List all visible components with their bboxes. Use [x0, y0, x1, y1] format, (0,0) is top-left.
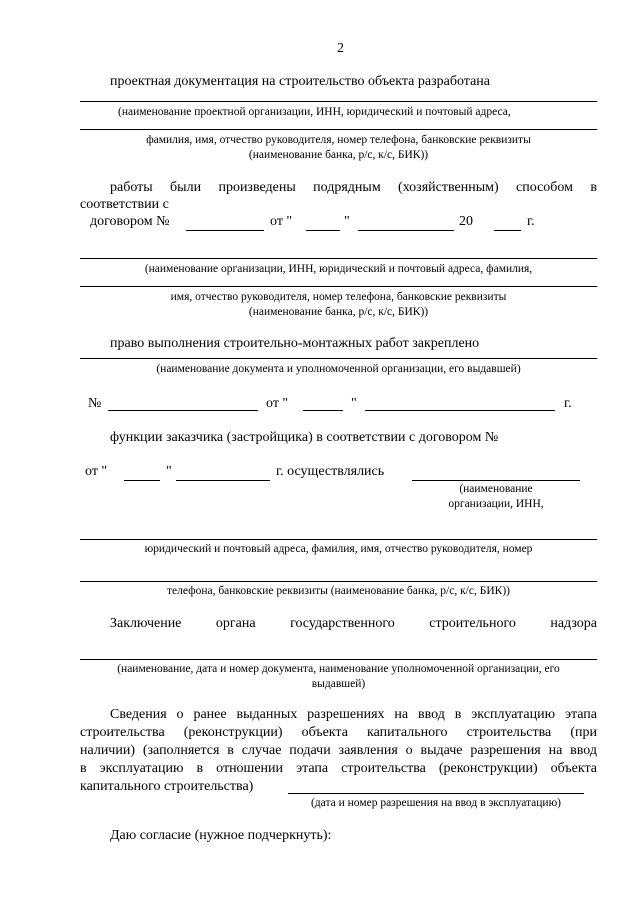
project-org-note-3: (наименование банка, р/с, к/с, БИК))	[248, 149, 429, 161]
contract-date-quote: "	[344, 214, 350, 229]
project-org-note-1: (наименование проектной организации, ИНН, юридический и почтовый адреса,	[118, 106, 511, 118]
customer-date-quote: "	[166, 464, 172, 479]
contract-day-field[interactable]	[306, 230, 340, 231]
prior-permits-line-5: капитального строительства)	[80, 779, 254, 794]
works-right-note: (наименование документа и уполномоченной организации, его выдавшей)	[156, 363, 521, 375]
permit-month-field[interactable]	[365, 410, 555, 411]
prior-permits-note: (дата и номер разрешения на ввод в эксплуатацию)	[310, 797, 562, 809]
supervision-note-2: выдавшей)	[311, 678, 366, 690]
customer-note-2: юридический и почтовый адреса, фамилия, имя, отчество руководителя, номер	[144, 543, 533, 555]
permit-year-suffix: г.	[564, 396, 572, 411]
customer-performed-text: г. осуществлялись	[276, 464, 385, 479]
works-right-line[interactable]	[80, 358, 597, 359]
contractor-line-1[interactable]	[80, 258, 597, 259]
permit-date-from: от "	[266, 396, 289, 411]
permit-day-field[interactable]	[303, 410, 343, 411]
page-number: 2	[337, 41, 344, 56]
contract-prefix: договором №	[90, 214, 170, 229]
prior-permits-line-1: Сведения о ранее выданных разрешениях на ввод в эксплуатацию этапа	[110, 707, 597, 722]
contract-year-field[interactable]	[494, 230, 521, 231]
contract-year-suffix: г.	[527, 214, 535, 229]
supervision-line[interactable]	[80, 659, 597, 660]
supervision-note-1: (наименование, дата и номер документа, наименование уполномоченной организации, его	[117, 663, 560, 675]
works-method-line-2: соответствии с	[80, 197, 169, 212]
contractor-note-2: имя, отчество руководителя, номер телефона, банковские реквизиты	[170, 291, 507, 303]
project-org-note-2: фамилия, имя, отчество руководителя, номер телефона, банковские реквизиты	[146, 134, 531, 146]
prior-permits-field[interactable]	[288, 793, 584, 794]
contract-month-field[interactable]	[358, 230, 454, 231]
contractor-line-2[interactable]	[80, 286, 597, 287]
contractor-note-3: (наименование банка, р/с, к/с, БИК))	[248, 306, 429, 318]
permit-date-quote: "	[351, 396, 357, 411]
prior-permits-line-3: наличии) (заполняется в случае подачи заявления о выдаче разрешения на ввод	[80, 743, 597, 758]
works-right-heading: право выполнения строительно-монтажных работ закреплено	[110, 336, 480, 351]
works-method-line-1: работы были произведены подрядным (хозяйственным) способом в	[110, 180, 597, 195]
prior-permits-line-4: в эксплуатацию в отношении этапа строительства (реконструкции) объекта	[80, 761, 597, 776]
customer-month-field[interactable]	[176, 480, 270, 481]
project-org-line-2[interactable]	[80, 129, 597, 130]
customer-line-2[interactable]	[80, 581, 597, 582]
consent-heading: Даю согласие (нужное подчеркнуть):	[110, 828, 332, 843]
customer-org-field[interactable]	[412, 480, 580, 481]
prior-permits-line-2: строительства (реконструкции) объекта капитального строительства (при	[80, 725, 597, 740]
permit-number-sign: №	[88, 396, 102, 411]
customer-functions-heading: функции заказчика (застройщика) в соответствии с договором №	[110, 430, 499, 445]
customer-org-note-a: (наименование	[459, 483, 533, 495]
customer-line-1[interactable]	[80, 539, 597, 540]
contract-date-from: от "	[270, 214, 293, 229]
customer-org-note-b: организации, ИНН,	[448, 498, 544, 510]
project-docs-heading: проектная документация на строительство объекта разработана	[110, 74, 490, 89]
permit-number-field[interactable]	[108, 410, 258, 411]
contract-year-prefix: 20	[459, 214, 473, 229]
customer-day-field[interactable]	[124, 480, 160, 481]
contract-number-field[interactable]	[186, 230, 264, 231]
supervision-heading: Заключение органа государственного строительного надзора	[110, 616, 597, 631]
project-org-line-1[interactable]	[80, 101, 597, 102]
customer-date-from: от "	[85, 464, 108, 479]
contractor-note-1: (наименование организации, ИНН, юридический и почтовый адреса, фамилия,	[144, 263, 533, 275]
customer-note-3: телефона, банковские реквизиты (наименование банка, р/с, к/с, БИК))	[167, 585, 510, 597]
